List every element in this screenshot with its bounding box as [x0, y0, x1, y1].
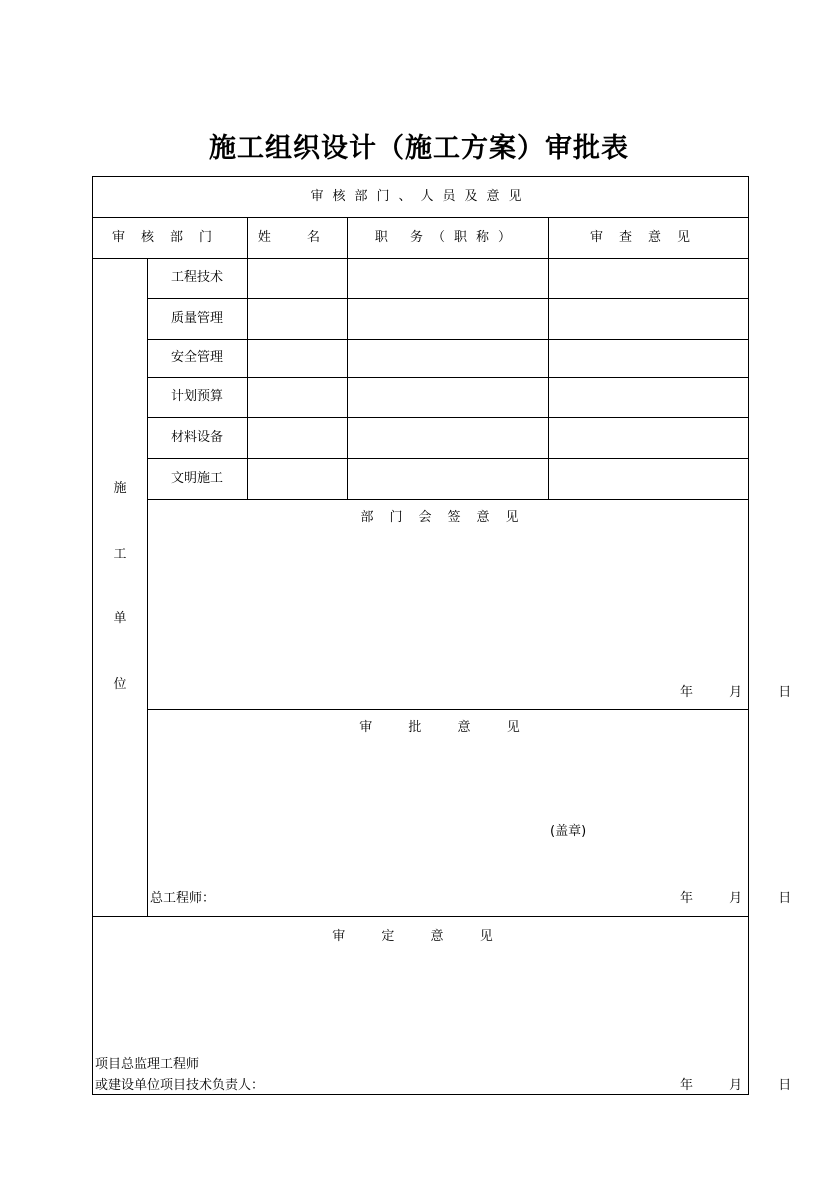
col-divider [347, 217, 348, 499]
unit-label-char: 施 [113, 481, 127, 496]
approval-signer: 总工程师： [150, 891, 216, 906]
approval-seal: (盖章) [550, 824, 587, 839]
dept-label: 工程技术 [170, 270, 223, 285]
final-title: 审 定 意 见 [332, 929, 509, 944]
dept-label: 材料设备 [170, 430, 223, 445]
dept-label: 计划预算 [170, 389, 223, 404]
unit-label-char: 工 [113, 547, 127, 562]
final-signer-line1: 项目总监理工程师 [95, 1057, 200, 1072]
form-title: 施工组织设计（施工方案）审批表 [209, 133, 629, 164]
row-divider [147, 339, 748, 340]
row-divider [147, 377, 748, 378]
row-divider [93, 916, 748, 917]
final-signer-line2: 或建设单位项目技术负责人： [95, 1078, 265, 1093]
approval-form [92, 176, 808, 1095]
countersign-date: 年 月 日 [680, 685, 808, 700]
col-divider [247, 258, 248, 499]
row-divider [147, 709, 748, 710]
unit-label-char: 位 [113, 677, 127, 692]
col-header-opinion: 审查意见 [589, 230, 706, 245]
col-header-name: 姓 名 [257, 230, 337, 245]
col-header-position: 职 务（职称） [374, 230, 521, 245]
col-divider [548, 217, 549, 499]
approval-title: 审 批 意 见 [359, 720, 536, 735]
dept-label: 文明施工 [170, 471, 223, 486]
unit-label-char: 单 [113, 611, 127, 626]
row-divider [93, 217, 748, 218]
col-header-dept: 审核部门 [111, 230, 228, 245]
row-divider [147, 499, 748, 500]
row-divider [147, 298, 748, 299]
row-divider [147, 417, 748, 418]
dept-label: 安全管理 [170, 350, 223, 365]
section-header: 审核部门、人员及意见 [310, 189, 531, 204]
final-date: 年 月 日 [680, 1078, 808, 1093]
row-divider [147, 458, 748, 459]
row-divider [93, 258, 748, 259]
dept-label: 质量管理 [170, 311, 223, 326]
countersign-title: 部门会签意见 [360, 510, 535, 525]
approval-date: 年 月 日 [680, 891, 808, 906]
